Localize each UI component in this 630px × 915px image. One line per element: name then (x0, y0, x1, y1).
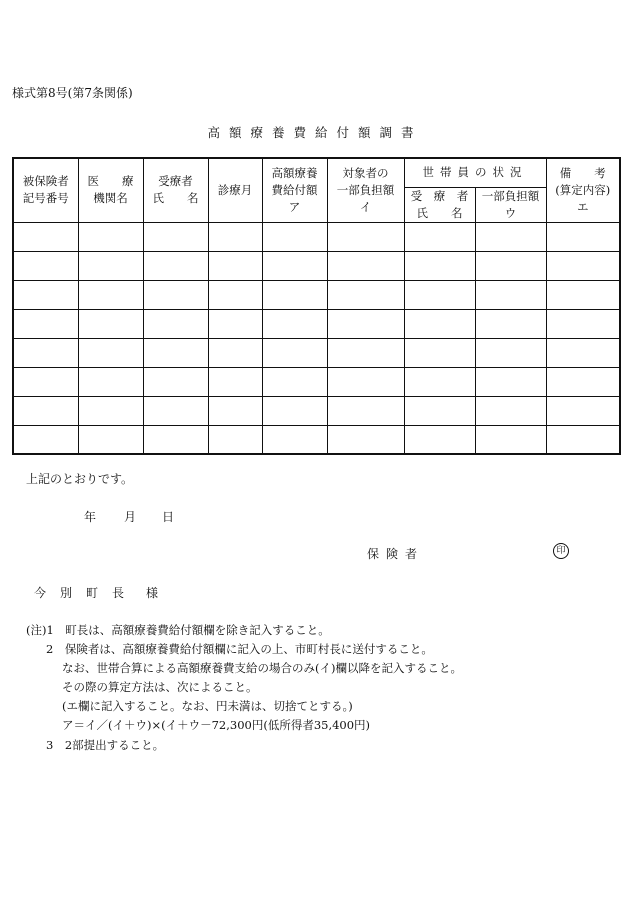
date-month: 月 (124, 510, 137, 524)
table-cell[interactable] (546, 280, 620, 309)
table-cell[interactable] (13, 251, 78, 280)
table-cell[interactable] (262, 280, 327, 309)
header-benefit-amount: 高額療養 費給付額 ア (262, 158, 327, 222)
table-cell[interactable] (475, 309, 546, 338)
table-cell[interactable] (404, 367, 475, 396)
header-household-status: 世帯員の状況 (404, 158, 546, 187)
table-body (13, 222, 620, 454)
table-cell[interactable] (13, 280, 78, 309)
table-cell[interactable] (546, 222, 620, 251)
table-cell[interactable] (262, 251, 327, 280)
table-cell[interactable] (327, 396, 404, 425)
table-cell[interactable] (13, 425, 78, 454)
table-cell[interactable] (208, 309, 262, 338)
table-cell[interactable] (262, 367, 327, 396)
table-row (13, 251, 620, 280)
note-1: (注)1 町長は、高額療養費給付額欄を除き記入すること。 (26, 623, 330, 637)
table-row (13, 396, 620, 425)
table-cell[interactable] (143, 338, 208, 367)
note-3: 3 2部提出すること。 (46, 738, 165, 752)
statement: 上記のとおりです。 (26, 472, 134, 486)
table-cell[interactable] (262, 425, 327, 454)
table-cell[interactable] (143, 222, 208, 251)
header-treatment-month: 診療月 (208, 158, 262, 222)
table-cell[interactable] (475, 251, 546, 280)
table-cell[interactable] (208, 338, 262, 367)
header-remarks: 備 考 (算定内容) エ (546, 158, 620, 222)
insurer-label: 保険者 (367, 547, 425, 561)
table-cell[interactable] (78, 425, 143, 454)
table-cell[interactable] (546, 396, 620, 425)
table-cell[interactable] (13, 309, 78, 338)
table-cell[interactable] (475, 396, 546, 425)
table-cell[interactable] (13, 367, 78, 396)
table-cell[interactable] (143, 280, 208, 309)
table-cell[interactable] (13, 396, 78, 425)
header-copayment: 対象者の 一部負担額 イ (327, 158, 404, 222)
date-line (84, 508, 174, 525)
table-cell[interactable] (143, 425, 208, 454)
table-cell[interactable] (208, 222, 262, 251)
table-cell[interactable] (546, 251, 620, 280)
header-patient-name: 受療者 氏 名 (143, 158, 208, 222)
table-cell[interactable] (208, 425, 262, 454)
table-cell[interactable] (262, 338, 327, 367)
header-medical-institution: 医 療 機関名 (78, 158, 143, 222)
table-cell[interactable] (143, 367, 208, 396)
table-cell[interactable] (404, 251, 475, 280)
table-cell[interactable] (208, 251, 262, 280)
form-number: 様式第8号(第7条関係) (12, 86, 133, 100)
note-2d: (エ欄に記入すること。なお、円未満は、切捨てとする。) (62, 699, 353, 713)
table-cell[interactable] (262, 396, 327, 425)
table-cell[interactable] (475, 425, 546, 454)
table-cell[interactable] (327, 338, 404, 367)
addressee-name: 今別町長 (34, 586, 139, 600)
table-row (13, 280, 620, 309)
table-cell[interactable] (327, 251, 404, 280)
table-cell[interactable] (475, 280, 546, 309)
document-title: 高額療養費給付額調書 (207, 125, 423, 140)
table-cell[interactable] (78, 251, 143, 280)
table-cell[interactable] (78, 367, 143, 396)
table-cell[interactable] (327, 367, 404, 396)
table-cell[interactable] (262, 222, 327, 251)
table-cell[interactable] (262, 309, 327, 338)
note-2c: その際の算定方法は、次によること。 (62, 680, 258, 694)
table-cell[interactable] (546, 338, 620, 367)
table-cell[interactable] (208, 367, 262, 396)
table-cell[interactable] (78, 338, 143, 367)
table-cell[interactable] (475, 367, 546, 396)
table-row (13, 367, 620, 396)
table-row (13, 338, 620, 367)
date-day: 日 (162, 510, 175, 524)
note-2: 2 保険者は、高額療養費給付額欄に記入の上、市町村長に送付すること。 (46, 642, 433, 656)
table-row (13, 425, 620, 454)
table-cell[interactable] (404, 309, 475, 338)
investigation-table (12, 157, 621, 455)
table-cell[interactable] (546, 309, 620, 338)
table-cell[interactable] (475, 338, 546, 367)
table-cell[interactable] (546, 367, 620, 396)
table-cell[interactable] (546, 425, 620, 454)
addressee (34, 584, 158, 601)
header-member-copayment: 一部負担額 ウ (475, 187, 546, 222)
table-cell[interactable] (208, 396, 262, 425)
table-cell[interactable] (404, 222, 475, 251)
seal-mark: 印 (553, 543, 569, 559)
header-member-name: 受 療 者 氏 名 (404, 187, 475, 222)
table-cell[interactable] (404, 425, 475, 454)
table-cell[interactable] (78, 222, 143, 251)
table-cell[interactable] (13, 222, 78, 251)
table-cell[interactable] (475, 222, 546, 251)
table-cell[interactable] (327, 280, 404, 309)
table-cell[interactable] (78, 396, 143, 425)
table-row (13, 309, 620, 338)
table-cell[interactable] (143, 251, 208, 280)
table-cell[interactable] (404, 338, 475, 367)
table-row (13, 222, 620, 251)
table-cell[interactable] (327, 425, 404, 454)
addressee-honorific: 様 (146, 586, 159, 600)
note-2b: なお、世帯合算による高額療養費支給の場合のみ(イ)欄以降を記入すること。 (62, 661, 462, 675)
date-year: 年 (84, 510, 97, 524)
table-cell[interactable] (13, 338, 78, 367)
table-cell[interactable] (208, 280, 262, 309)
table-cell[interactable] (404, 396, 475, 425)
table-cell[interactable] (78, 309, 143, 338)
note-2e: ア＝イ／(イ＋ウ)×(イ＋ウ－72,300円(低所得者35,400円) (62, 718, 371, 732)
table-cell[interactable] (327, 309, 404, 338)
table-cell[interactable] (78, 280, 143, 309)
table-cell[interactable] (143, 396, 208, 425)
header-insured-number: 被保険者 記号番号 (13, 158, 78, 222)
table-cell[interactable] (327, 222, 404, 251)
table-cell[interactable] (404, 280, 475, 309)
table-cell[interactable] (143, 309, 208, 338)
